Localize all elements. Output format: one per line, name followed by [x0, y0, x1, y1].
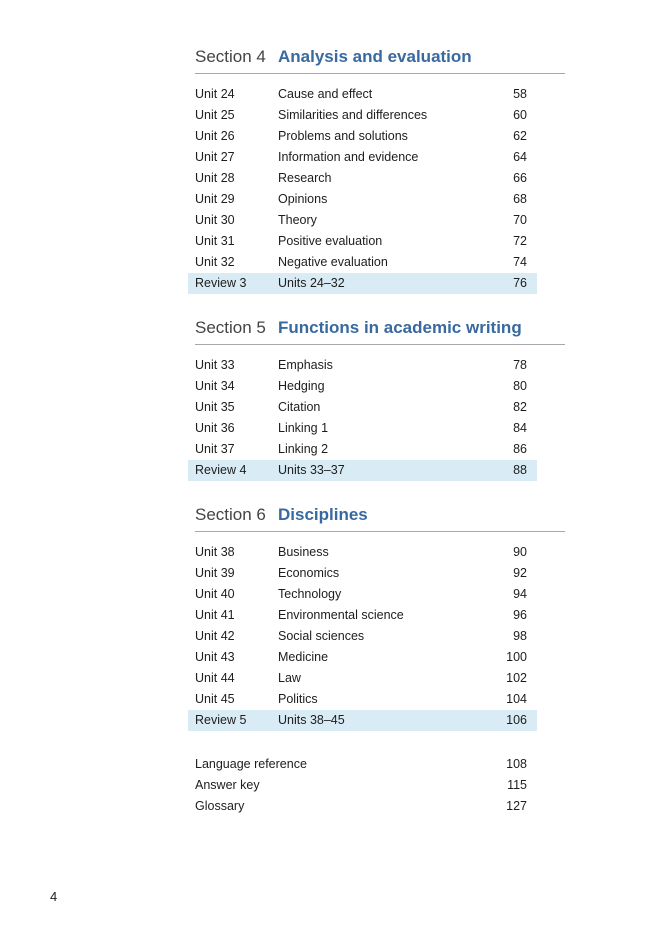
toc-row	[188, 542, 537, 563]
row-title: Politics	[278, 692, 318, 706]
row-unit-label: Review 4	[195, 463, 247, 477]
toc-section	[195, 317, 565, 481]
review-row	[188, 273, 537, 294]
row-title: Glossary	[195, 799, 245, 813]
row-title: Positive evaluation	[278, 234, 383, 248]
row-title: Units 33–37	[278, 463, 345, 477]
row-page-number: 96	[513, 608, 527, 622]
toc-row	[188, 626, 537, 647]
section-header	[195, 46, 565, 67]
section-label: Section 5	[195, 318, 266, 337]
row-page-number: 88	[513, 463, 527, 477]
row-page-number: 127	[506, 799, 527, 813]
row-page-number: 80	[513, 379, 527, 393]
row-unit-label: Unit 36	[195, 421, 235, 435]
row-title: Hedging	[278, 379, 325, 393]
toc-sections	[195, 46, 565, 731]
row-unit-label: Unit 43	[195, 650, 235, 664]
toc-row	[188, 189, 537, 210]
row-page-number: 102	[506, 671, 527, 685]
section-header	[195, 317, 565, 338]
row-title: Business	[278, 545, 329, 559]
row-page-number: 58	[513, 87, 527, 101]
toc-row	[188, 105, 537, 126]
section-rows	[195, 84, 565, 294]
row-page-number: 115	[507, 778, 527, 792]
row-page-number: 84	[513, 421, 527, 435]
toc-content	[195, 46, 565, 817]
row-unit-label: Unit 39	[195, 566, 235, 580]
section-header	[195, 504, 565, 525]
row-title: Answer key	[195, 778, 260, 792]
row-title: Law	[278, 671, 301, 685]
row-title: Linking 1	[278, 421, 329, 435]
row-unit-label: Unit 32	[195, 255, 235, 269]
back-matter-row	[188, 775, 537, 796]
row-page-number: 94	[513, 587, 527, 601]
row-title: Technology	[278, 587, 342, 601]
toc-row	[188, 584, 537, 605]
row-unit-label: Unit 25	[195, 108, 235, 122]
section-rule	[195, 344, 565, 345]
toc-row	[188, 418, 537, 439]
row-title: Opinions	[278, 192, 328, 206]
section-label: Section 4	[195, 47, 266, 66]
row-unit-label: Review 3	[195, 276, 247, 290]
row-unit-label: Unit 44	[195, 671, 235, 685]
row-title: Language reference	[195, 757, 307, 771]
row-title: Theory	[278, 213, 317, 227]
row-page-number: 90	[513, 545, 527, 559]
row-unit-label: Review 5	[195, 713, 247, 727]
toc-row	[188, 668, 537, 689]
row-unit-label: Unit 24	[195, 87, 235, 101]
section-label: Section 6	[195, 505, 266, 524]
row-title: Economics	[278, 566, 340, 580]
row-page-number: 64	[513, 150, 527, 164]
row-title: Environmental science	[278, 608, 404, 622]
toc-row	[188, 376, 537, 397]
row-page-number: 60	[513, 108, 527, 122]
row-unit-label: Unit 35	[195, 400, 235, 414]
row-page-number: 70	[513, 213, 527, 227]
row-page-number: 92	[513, 566, 527, 580]
section-rows	[195, 355, 565, 481]
row-unit-label: Unit 45	[195, 692, 235, 706]
section-title: Analysis and evaluation	[278, 47, 472, 66]
toc-row	[188, 252, 537, 273]
row-title: Problems and solutions	[278, 129, 408, 143]
toc-section	[195, 504, 565, 731]
section-title: Disciplines	[278, 505, 368, 524]
row-title: Research	[278, 171, 332, 185]
section-rule	[195, 531, 565, 532]
row-title: Units 38–45	[278, 713, 345, 727]
toc-row	[188, 605, 537, 626]
row-title: Medicine	[278, 650, 329, 664]
toc-section	[195, 46, 565, 294]
review-row	[188, 460, 537, 481]
row-title: Cause and effect	[278, 87, 373, 101]
row-page-number: 100	[506, 650, 527, 664]
row-unit-label: Unit 28	[195, 171, 235, 185]
toc-row	[188, 147, 537, 168]
toc-row	[188, 689, 537, 710]
back-matter-row	[188, 754, 537, 775]
back-matter-row	[188, 796, 537, 817]
row-page-number: 98	[513, 629, 527, 643]
row-title: Units 24–32	[278, 276, 345, 290]
row-title: Negative evaluation	[278, 255, 388, 269]
row-title: Information and evidence	[278, 150, 419, 164]
row-page-number: 76	[513, 276, 527, 290]
toc-row	[188, 397, 537, 418]
row-page-number: 66	[513, 171, 527, 185]
section-title: Functions in academic writing	[278, 318, 522, 337]
toc-row	[188, 168, 537, 189]
row-title: Linking 2	[278, 442, 329, 456]
back-matter-list	[195, 754, 565, 817]
row-page-number: 104	[506, 692, 527, 706]
row-title: Social sciences	[278, 629, 365, 643]
section-rule	[195, 73, 565, 74]
toc-row	[188, 126, 537, 147]
row-unit-label: Unit 30	[195, 213, 235, 227]
toc-row	[188, 647, 537, 668]
toc-row	[188, 355, 537, 376]
toc-row	[188, 210, 537, 231]
row-page-number: 74	[513, 255, 527, 269]
row-unit-label: Unit 31	[195, 234, 235, 248]
row-unit-label: Unit 41	[195, 608, 235, 622]
row-page-number: 62	[513, 129, 527, 143]
row-page-number: 72	[513, 234, 527, 248]
row-title: Citation	[278, 400, 321, 414]
row-unit-label: Unit 29	[195, 192, 235, 206]
row-unit-label: Unit 38	[195, 545, 235, 559]
row-page-number: 86	[513, 442, 527, 456]
row-unit-label: Unit 37	[195, 442, 235, 456]
row-page-number: 82	[513, 400, 527, 414]
row-unit-label: Unit 34	[195, 379, 235, 393]
row-unit-label: Unit 40	[195, 587, 235, 601]
row-page-number: 106	[506, 713, 527, 727]
footer-page-number: 4	[50, 889, 58, 904]
toc-row	[188, 563, 537, 584]
row-unit-label: Unit 33	[195, 358, 235, 372]
row-page-number: 108	[506, 757, 527, 771]
row-unit-label: Unit 26	[195, 129, 235, 143]
row-page-number: 78	[513, 358, 527, 372]
section-rows	[195, 542, 565, 731]
toc-row	[188, 231, 537, 252]
row-unit-label: Unit 27	[195, 150, 235, 164]
toc-row	[188, 439, 537, 460]
toc-row	[188, 84, 537, 105]
row-title: Similarities and differences	[278, 108, 428, 122]
row-page-number: 68	[513, 192, 527, 206]
review-row	[188, 710, 537, 731]
row-unit-label: Unit 42	[195, 629, 235, 643]
row-title: Emphasis	[278, 358, 333, 372]
